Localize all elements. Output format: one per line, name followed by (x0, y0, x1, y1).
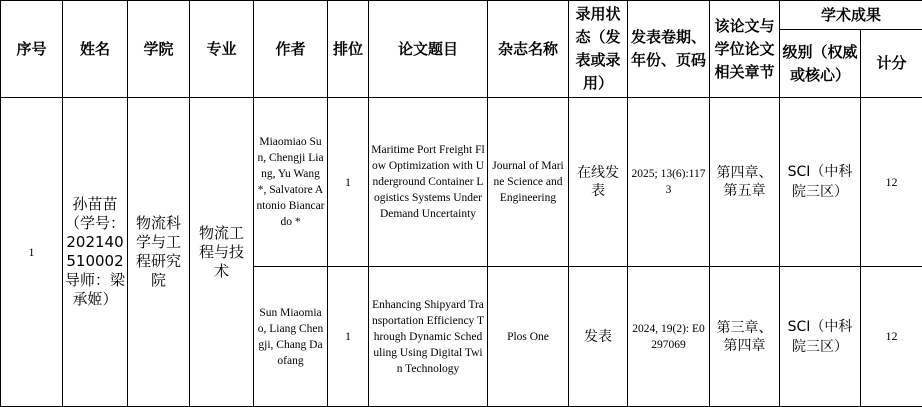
paper-score: 12 (861, 267, 922, 407)
header-status: 录用状态（发表或录用） (569, 1, 628, 98)
paper-volume: 2025; 13(6):1173 (628, 98, 710, 267)
header-achievements: 学术成果 (780, 1, 922, 30)
header-major: 专业 (190, 1, 254, 98)
paper-volume: 2024, 19(2): E0297069 (628, 267, 710, 407)
paper-score: 12 (861, 98, 922, 267)
paper-title: Maritime Port Freight Flow Optimization with Underground Container Logistics Systems Under Demand Uncertainty (369, 98, 488, 267)
paper-row (1, 98, 922, 267)
header-level: 级别（权威或核心） (780, 30, 861, 98)
paper-level: SCI（中科院三区） (780, 98, 861, 267)
student-college: 物流科学与工程研究院 (128, 98, 190, 407)
header-rank: 排位 (328, 1, 369, 98)
student-index: 1 (1, 98, 63, 407)
header-title: 论文题目 (369, 1, 488, 98)
paper-title: Enhancing Shipyard Transportation Efficiency Through Dynamic Scheduling Using Digital Twin Technology (369, 267, 488, 407)
paper-authors: Miaomiao Sun, Chengji Liang, Yu Wang *, Salvatore Antonio Biancardo * (254, 98, 328, 267)
header-volume: 发表卷期、年份、页码 (628, 1, 710, 98)
paper-status: 发表 (569, 267, 628, 407)
paper-journal: Journal of Marine Science and Engineering (488, 98, 569, 267)
paper-chapters: 第四章、第五章 (710, 98, 780, 267)
paper-journal: Plos One (488, 267, 569, 407)
header-chapters: 该论文与学位论文相关章节 (710, 1, 780, 98)
header-index: 序号 (1, 1, 63, 98)
header-journal: 杂志名称 (488, 1, 569, 98)
paper-authors: Sun Miaomiao, Liang Chengji, Chang Daofang (254, 267, 328, 407)
header-score: 计分 (861, 30, 922, 98)
paper-status: 在线发表 (569, 98, 628, 267)
paper-chapters: 第三章、第四章 (710, 267, 780, 407)
header-name: 姓名 (63, 1, 128, 98)
paper-level: SCI（中科院三区） (780, 267, 861, 407)
header-authors: 作者 (254, 1, 328, 98)
paper-rank: 1 (328, 98, 369, 267)
header-college: 学院 (128, 1, 190, 98)
paper-rank: 1 (328, 267, 369, 407)
student-name: 孙苗苗（学号：202140510002导师：梁承姬） (63, 98, 128, 407)
header-row-1 (1, 1, 922, 30)
student-major: 物流工程与技术 (190, 98, 254, 407)
